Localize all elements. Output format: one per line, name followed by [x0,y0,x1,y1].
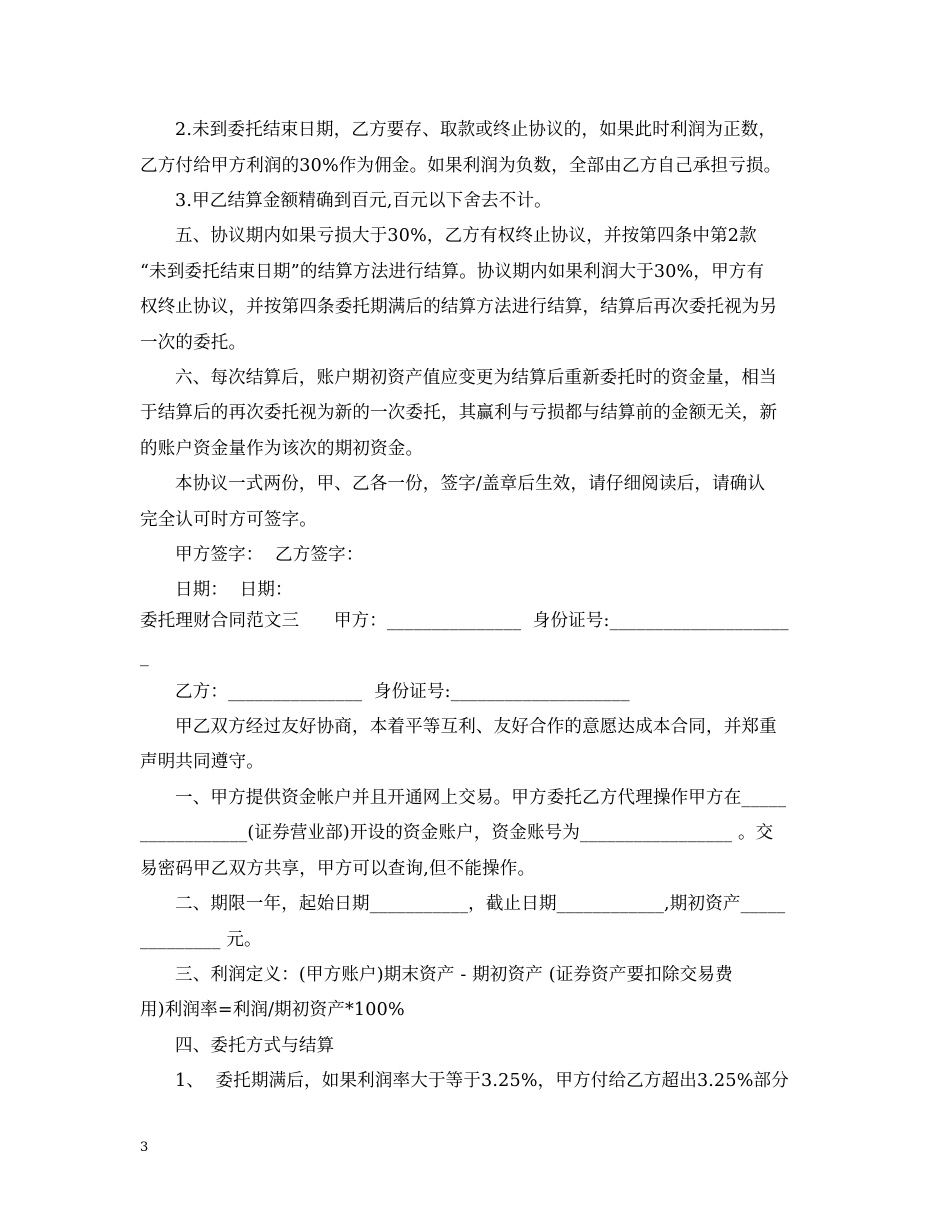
text-line: ____________(证券营业部)开设的资金账户，资金账号为_________________ 。交 [140,823,774,843]
text-line: 完全认可时方可签字。 [140,510,317,530]
text-line: 一次的委托。 [140,333,247,353]
page-number: 3 [140,1140,149,1155]
text-line: 于结算后的再次委托视为新的一次委托，其赢利与亏损都与结算前的金额无关，新 [140,403,778,423]
text-line: 3.甲乙结算金额精确到百元,百元以下舍去不计。 [175,191,552,211]
text-line: 五、协议期内如果亏损大于30%，乙方有权终止协议，并按第四条中第2款 [175,226,757,246]
text-line: 声明共同遵守。 [140,752,264,772]
text-line: 四、委托方式与结算 [175,1036,335,1056]
text-line: 本协议一式两份，甲、乙各一份，签字/盖章后生效，请仔细阅读后，请确认 [175,474,766,494]
signature-line: 甲方签字： 乙方签字： [175,545,364,565]
text-line: _________ 元。 [140,930,262,950]
text-line: 用)利润率=利润/期初资产*100% [140,1000,405,1020]
text-line: 一、甲方提供资金帐户并且开通网上交易。甲方委托乙方代理操作甲方在_____ [175,788,787,808]
text-line: 三、利润定义：(甲方账户)期末资产 - 期初资产 (证券资产要扣除交易费 [175,965,733,985]
date-line: 日期： 日期： [175,580,293,600]
text-line: 的账户资金量作为该次的期初资金。 [140,439,424,459]
text-line: “未到委托结束日期”的结算方法进行结算。协议期内如果利润大于30%，甲方有 [140,262,765,282]
text-line: 乙方付给甲方利润的30%作为佣金。如果利润为负数，全部由乙方自己承担亏损。 [140,156,782,176]
text-line: _ [140,647,149,667]
text-line: 1、 委托期满后，如果利润率大于等于3.25%，甲方付给乙方超出3.25%部分 [175,1071,789,1091]
party-b-line: 乙方：_______________ 身份证号:____________________ [175,682,630,702]
text-line: 2.未到委托结束日期，乙方要存、取款或终止协议的，如果此时利润为正数， [175,120,777,140]
section-title-line: 委托理财合同范文三 甲方：_______________ 身份证号:____________________ [140,611,789,631]
text-line: 易密码甲乙双方共享，甲方可以查询,但不能操作。 [140,859,536,879]
text-line: 甲乙双方经过友好协商，本着平等互利、友好合作的意愿达成本合同，并郑重 [175,717,777,737]
text-line: 权终止协议，并按第四条委托期满后的结算方法进行结算，结算后再次委托视为另 [140,297,778,317]
text-line: 六、每次结算后，账户期初资产值应变更为结算后重新委托时的资金量，相当 [175,368,777,388]
text-line: 二、期限一年，起始日期___________，截止日期____________,期初资产_____ [175,894,786,914]
